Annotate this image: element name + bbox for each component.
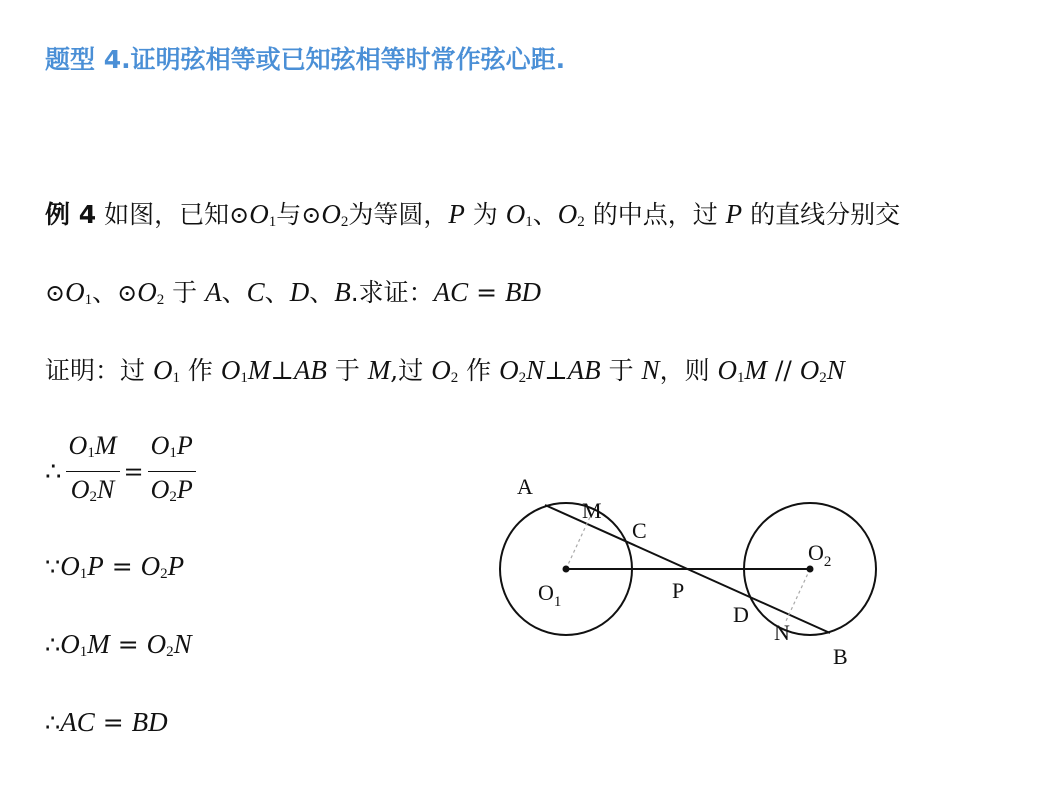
label-p: P [672,578,685,603]
proof-step-3: $\therefore O_1M = O_2N$ [45,629,192,660]
proof-line: 证明：过 $O_1$ 作 $O_1M\perp AB$ 于 M,过 $O_2$ 作 $O_2N\perp AB$ 于 N，则 $O_1M // O_2N$ [45,355,845,386]
proof-step-4: ∴AC = BD [45,707,168,737]
example-label: 例 4 [45,200,97,229]
point-o2 [807,566,814,573]
proof-step-2: $\because O_1P = O_2P$ [45,551,185,582]
label-a: A [517,474,533,499]
label-o2: $O_2$ [808,540,832,570]
perpendicular-o2n [786,569,810,621]
proof-step-1: ∴ $\frac{O_1M}{O_2N}$ = $\frac{O_1P}{O_2P}$ [45,430,200,513]
proof-label: 证明： [45,356,121,385]
label-b: B [833,644,848,669]
label-d: D [733,602,749,627]
example-line-1: 例 4 如图，已知$⊙O_1$与$⊙O_2$为等圆，P 为 $O_1$、$O_2$ 的中点，过 P 的直线分别交 [45,199,901,230]
point-o1 [563,566,570,573]
perpendicular-o1m [566,517,590,569]
fraction-right: $\frac{O_1P}{O_2P}$ [148,430,196,513]
label-n: N [774,620,790,645]
label-m: M [582,498,602,523]
label-o1: $O_1$ [538,580,562,610]
section-heading: 题型 4.证明弦相等或已知弦相等时常作弦心距. [45,45,566,74]
label-c: C [632,518,647,543]
fraction-left: $\frac{O_1M}{O_2N}$ [66,430,120,513]
example-line-2: $⊙O_1$、$⊙O_2$ 于 A、C、D、B.求证：AC = BD [45,277,542,308]
